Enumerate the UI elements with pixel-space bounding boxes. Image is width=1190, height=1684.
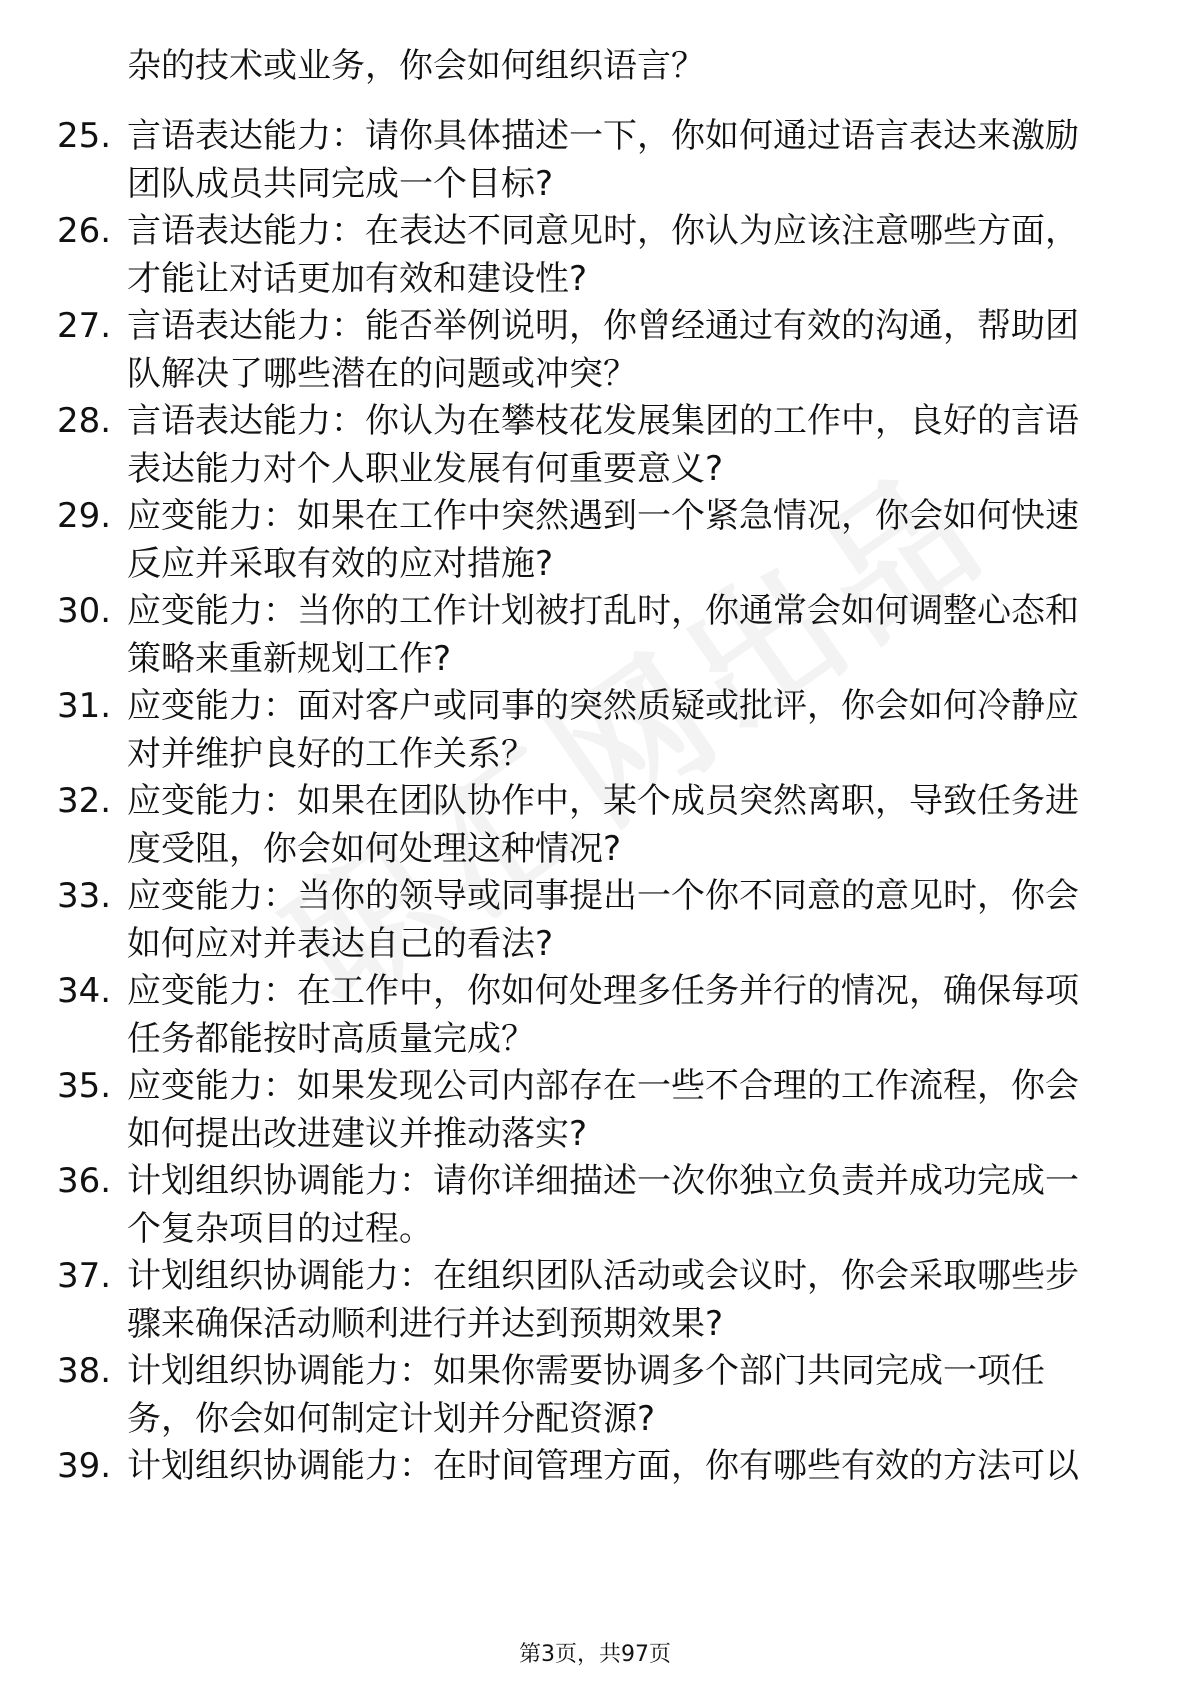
question-line: 应变能力：面对客户或同事的突然质疑或批评，你会如何冷静应	[127, 686, 1079, 726]
question-text	[127, 1157, 1127, 1253]
question-number: 39.	[57, 1446, 112, 1486]
question-line: 言语表达能力：在表达不同意见时，你认为应该注意哪些方面，	[127, 211, 1079, 251]
question-text	[127, 397, 1127, 493]
question-text	[127, 112, 1127, 208]
question-line: 如何提出改进建议并推动落实?	[127, 1114, 588, 1154]
question-text	[127, 872, 1127, 968]
question-text	[127, 1062, 1127, 1158]
question-number: 31.	[57, 686, 112, 726]
question-number: 32.	[57, 781, 112, 821]
question-line: 队解决了哪些潜在的问题或冲突？	[127, 354, 637, 394]
question-text	[127, 777, 1127, 873]
question-line: 务，你会如何制定计划并分配资源?	[127, 1399, 656, 1439]
question-number: 25.	[57, 116, 112, 156]
question-text	[127, 492, 1127, 588]
question-number: 28.	[57, 401, 112, 441]
question-line: 计划组织协调能力：请你详细描述一次你独立负责并成功完成一	[127, 1161, 1079, 1201]
question-line: 言语表达能力：请你具体描述一下，你如何通过语言表达来激励	[127, 116, 1079, 156]
question-number: 38.	[57, 1351, 112, 1391]
page-footer: 第3页，共97页	[519, 1642, 671, 1667]
question-number: 37.	[57, 1256, 112, 1296]
question-line: 才能让对话更加有效和建设性?	[127, 259, 588, 299]
question-line: 骤来确保活动顺利进行并达到预期效果?	[127, 1304, 724, 1344]
question-number: 33.	[57, 876, 112, 916]
question-line: 计划组织协调能力：在时间管理方面，你有哪些有效的方法可以	[127, 1446, 1079, 1486]
question-line: 个复杂项目的过程。	[127, 1209, 433, 1249]
question-text	[127, 302, 1127, 398]
continuation-text: 杂的技术或业务，你会如何组织语言？	[127, 46, 705, 86]
question-line: 团队成员共同完成一个目标?	[127, 164, 554, 204]
question-text	[127, 1347, 1127, 1443]
question-line: 度受阻，你会如何处理这种情况?	[127, 829, 622, 869]
question-number: 27.	[57, 306, 112, 346]
question-number: 30.	[57, 591, 112, 631]
question-number: 35.	[57, 1066, 112, 1106]
question-line: 策略来重新规划工作?	[127, 639, 452, 679]
question-line: 应变能力：在工作中，你如何处理多任务并行的情况，确保每项	[127, 971, 1079, 1011]
question-text	[127, 1252, 1127, 1348]
question-text	[127, 1442, 1127, 1490]
question-text	[127, 587, 1127, 683]
question-number: 29.	[57, 496, 112, 536]
question-line: 应变能力：如果在工作中突然遇到一个紧急情况，你会如何快速	[127, 496, 1079, 536]
question-line: 言语表达能力：你认为在攀枝花发展集团的工作中，良好的言语	[127, 401, 1079, 441]
question-line: 表达能力对个人职业发展有何重要意义?	[127, 449, 724, 489]
question-line: 应变能力：如果在团队协作中，某个成员突然离职，导致任务进	[127, 781, 1079, 821]
question-line: 反应并采取有效的应对措施?	[127, 544, 554, 584]
question-number: 26.	[57, 211, 112, 251]
question-text	[127, 207, 1127, 303]
question-line: 对并维护良好的工作关系？	[127, 734, 535, 774]
question-text	[127, 682, 1127, 778]
question-line: 如何应对并表达自己的看法?	[127, 924, 554, 964]
question-line: 应变能力：当你的领导或同事提出一个你不同意的意见时，你会	[127, 876, 1079, 916]
question-line: 计划组织协调能力：如果你需要协调多个部门共同完成一项任	[127, 1351, 1045, 1391]
question-line: 应变能力：如果发现公司内部存在一些不合理的工作流程，你会	[127, 1066, 1079, 1106]
question-line: 任务都能按时高质量完成？	[127, 1019, 535, 1059]
question-text	[127, 967, 1127, 1063]
question-number: 36.	[57, 1161, 112, 1201]
question-line: 言语表达能力：能否举例说明，你曾经通过有效的沟通，帮助团	[127, 306, 1079, 346]
question-line: 计划组织协调能力：在组织团队活动或会议时，你会采取哪些步	[127, 1256, 1079, 1296]
question-line: 应变能力：当你的工作计划被打乱时，你通常会如何调整心态和	[127, 591, 1079, 631]
question-number: 34.	[57, 971, 112, 1011]
